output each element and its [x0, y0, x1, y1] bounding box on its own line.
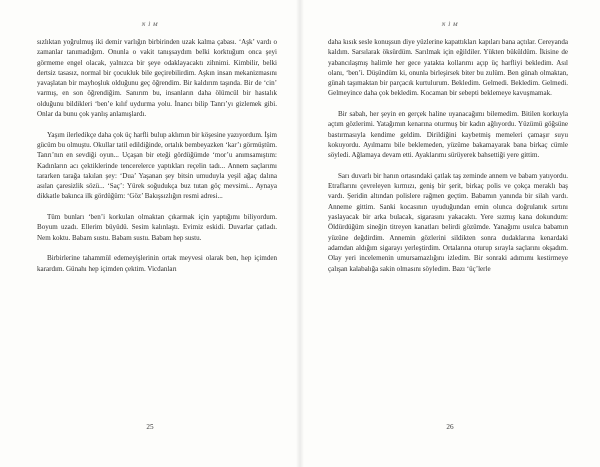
paragraph: sızlıktan yoğrulmuş iki demir varlığın birbirinden uzak kalma çabası. ‘Aşk’ vardı o zamanlar tanımadığım. Onunla o vakit tanışsaydım belki korktuğum onca şeyi görmeme engel olacak, yalnızca bir şeye odaklayacaktı zihnimi. Kimbilir, belki dertsiz tasasız, normal bir çocukluk bile geçirebilirdim. Aşkın insan mekanizmasını yavaşlatan bir mayhoşluk olduğunu geç öğrendim. Bir kaldırım taşında. Bir de ‘cin’ varmış, en son öğrendiğim. Sanırım bu, insanların daha ölümcül bir hastalık olduğunu bildikleri ‘ben’e kılıf uydurma yolu. İnancı bilip Tanrı’yı gizlemek gibi. Onlar da bunu çok yanlış anlamışlardı.	[37, 38, 277, 119]
page-number: 25	[146, 423, 154, 431]
page-body	[328, 37, 568, 284]
paragraph: Bir sabah, her şeyin en gerçek haline uyanacağımı bilemedim. Bitilen korkuyla açtım gözlerimi. Yatağımın kenarına oturmuş bir kadın ağlıyordu. Yüzümü göğsüne bastırmasıyla kendime geldim. Dirildiğini kaybetmiş memeleri çamaşır suyu kokuyordu. Ayılmamı bile beklemeden, yüzüme bakamayarak bana birkaç cümle söyledi. Ağlamaya devam etti. Ayaklarımı sürüyerek bahsettiği yere gittim.	[328, 110, 568, 160]
paragraph: daha kısık sesle konuşsun diye yüzlerine kapattıkları kapıları bana açtılar. Cereyanda kaldım. Sarsılarak öksürdüm. Sarılmak için eğildiler. Yükten büküldüm. İkisine de yabancılaşmış halimle her gece yatakta kollarımı açıp üç harfliyi bekledim. Asıl olanı, ‘ben’i. Düşündüm ki, onunla birleşirsek biter bu zulüm. Ben günah olmaktan, günah taşımaktan bir parçacık kurtulurum. Bekledim. Gelmedi. Bekledim. Gelmedi. Gelmeyince daha çok bekledim. Kocaman bir sebepti beklemeye kavuşmamak.	[328, 38, 568, 98]
paragraph: Birbirlerine tahammül edemeyişlerinin ortak meyvesi olarak ben, hep içimden karardım. Günahı hep içimden çektim. Vicdanları	[37, 254, 277, 273]
running-header: N İ M	[141, 22, 159, 28]
page-number: 26	[446, 423, 454, 431]
paragraph: Yaşım ilerledikçe daha çok üç harfli bulup aklımın bir köşesine yazıyordum. İşim gücüm bu olmuştu. Okullar tatil edildiğinde, ortalık bembeyazken ‘kar’ı görmüştüm. Tanrı’nın en sevdiği oyun... Uçaşan bir eteği gördüğümde ‘mor’u anımsamıştım: Kadınların acı çektiklerinde tencerelerce yaptıkları reçelin tadı... Annem saçlarımı tararken tarağa takılan şey: ‘Dua’ Yaşanan şey bitsin umuduyla yeşil ağaç dalına asılan çaresizlik sözü... ‘Saç’: Yürek soğudukça buz tutan göç mevsimi... Aynaya dikkatle bakınca ilk gördüğüm: ‘Göz’ Bakışsızlığın resmi adresi...	[37, 130, 277, 201]
paragraph: Tüm bunları ‘ben’i korkulan olmaktan çıkarmak için yaptığımı biliyordum. Boyum uzadı. Ellerim büyüdü. Sesim kalınlaştı. Evimiz eskidi. Duvarlar çatladı. Nem koktu. Babam sustu. Babam sustu. Babam hep sustu.	[37, 213, 277, 242]
right-page	[300, 0, 600, 467]
paragraph: Sarı duvarlı bir hanın ortasındaki çatlak taş zeminde annem ve babam yatıyordu. Etraflarını çevreleyen kırmızı, geniş bir şerit, birkaç polis ve çokça meraklı baş vardı. Şeridin altından polislere rağmen geçtim. Babamın yanında bir silah vardı. Anneme gittim. Sanki kocasının uyuduğundan emin olunca doğrulanık sırtını yaslayacak bir arka bulacak, sigarasını yakacaktı. Yere sızmış kana dokundum: Öldürdüğüm sineğin titreyen kanatları belirdi gözümde. Yanağımı usulca babamın yüzüne değdirdim. Annemin gözlerini sildikten sonra dudaklarına kenardaki adamdan aldığım sigarayı yerleştirdim. Ortalarına oturup sırayla saçlarını okşadım. Olay yeri incelemenin umursamazlığını izledim. Bir sonraki adımımı kestirmeye çalışan kalabalığa sakin olmasını söyledim. Bazı ‘üç’lerle	[328, 171, 568, 273]
page-body	[37, 37, 277, 284]
running-header: N İ M	[441, 22, 459, 28]
